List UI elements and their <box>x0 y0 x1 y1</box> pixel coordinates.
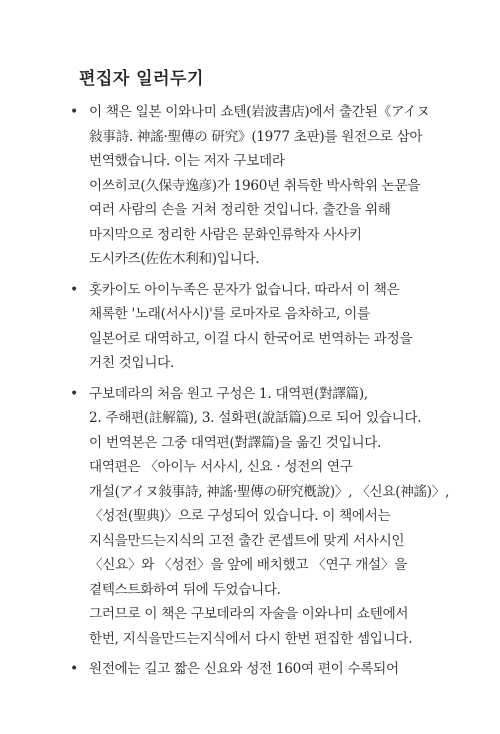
note-line: 2. 주해편(註解篇), 3. 설화편(說話篇)으로 되어 있습니다. <box>89 410 422 426</box>
note-line: 지식을만드는지식의 고전 출간 콘셉트에 맞게 서사시인 <box>89 532 405 549</box>
note-line: 일본어로 대역하고, 이걸 다시 한국어로 번역하는 과정을 <box>89 330 413 347</box>
note-line: 채록한 '노래(서사시)'를 로마자로 음차하고, 이를 <box>89 306 370 322</box>
bullet-icon: • <box>70 281 79 298</box>
note-line: 번역했습니다. 이는 저자 구보데라 <box>89 153 285 169</box>
note-line: 홋카이도 아이누족은 문자가 없습니다. 따라서 이 책은 <box>89 281 400 298</box>
note-line: 거친 것입니다. <box>89 355 175 371</box>
note-item <box>68 100 488 272</box>
note-line: 한번, 지식을만드는지식에서 다시 한번 편집한 셈입니다. <box>89 630 413 647</box>
note-line: 원전에는 길고 짧은 신요와 성전 160여 편이 수록되어 <box>89 661 399 677</box>
note-line: 〈신요〉와 〈성전〉을 앞에 배치했고 〈연구 개설〉을 <box>89 557 408 573</box>
note-line: 이 번역본은 그중 대역편(對譯篇)을 옮긴 것입니다. <box>89 434 382 451</box>
note-line: 마지막으로 정리한 사람은 문화인류학자 사사키 <box>89 226 362 243</box>
note-item <box>68 278 488 376</box>
note-line: 〈성전(聖典)〉으로 구성되어 있습니다. 이 책에서는 <box>89 508 391 524</box>
note-line: 대역편은 〈아이누 서사시, 신요 · 성전의 연구 <box>89 459 353 475</box>
bullet-icon: • <box>70 661 79 677</box>
bullet-icon: • <box>70 104 79 120</box>
note-line: 구보데라의 처음 원고 구성은 1. 대역편(對譯篇), <box>89 385 368 402</box>
note-line: 이 책은 일본 이와나미 쇼텐(岩波書店)에서 출간된《アイヌ <box>89 104 430 120</box>
note-line: 敍事詩. 神謠·聖傳の 研究》(1977 초판)를 원전으로 삼아 <box>89 128 423 145</box>
page-heading: 편집자 일러두기 <box>79 69 204 89</box>
notes-list <box>68 100 488 688</box>
note-item <box>68 657 488 682</box>
bullet-icon: • <box>70 385 79 402</box>
note-line: 그러므로 이 책은 구보데라의 자술을 이와나미 쇼텐에서 <box>89 606 409 622</box>
note-line: 여러 사람의 손을 거쳐 정리한 것입니다. 출간을 위해 <box>89 202 391 218</box>
note-line: 곁텍스트화하여 뒤에 두었습니다. <box>89 581 281 598</box>
note-line: 개설(アイヌ敍事詩, 神謠·聖傳の研究槪說)〉, 〈신요(神謠)〉, <box>89 483 450 500</box>
note-line: 도시카즈(佐佐木利和)입니다. <box>89 251 260 267</box>
note-item <box>68 382 488 652</box>
note-line: 이쓰히코(久保寺逸彦)가 1960년 취득한 박사학위 논문을 <box>89 177 421 194</box>
